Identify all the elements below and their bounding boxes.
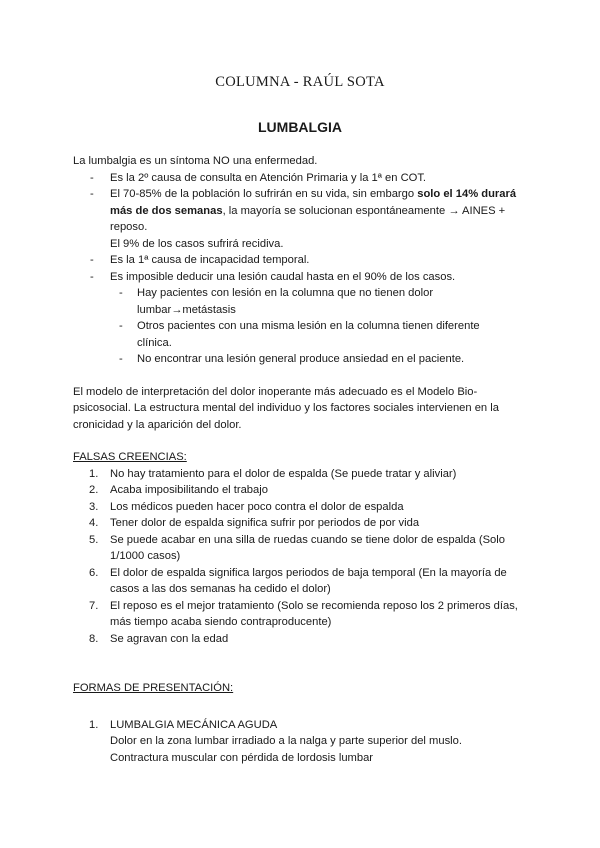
intro-lead: La lumbalgia es un síntoma NO una enfermedad.: [73, 155, 318, 167]
list-item-text: Se agravan con la edad: [110, 632, 229, 645]
list-item-text: El dolor de espalda significa largos periodos de baja temporal (En la mayoría de casos a las dos semanas ha cedido el dolor): [110, 566, 507, 595]
spacer: [73, 647, 533, 680]
list-item: [73, 499, 533, 516]
falsas-creencias-heading: FALSAS CREENCIAS:: [73, 451, 187, 463]
falsas-creencias-list: [73, 466, 533, 648]
list-item: [73, 515, 533, 532]
list-number: 2.: [89, 484, 99, 496]
list-item: [73, 269, 533, 368]
list-number: 5.: [89, 533, 99, 546]
sub-list-item: [73, 351, 533, 368]
list-item-text: , la mayoría se solucionan espontáneamente → AINES + reposo.: [110, 204, 506, 233]
list-item-text: Los médicos pueden hacer poco contra el dolor de espalda: [110, 500, 404, 513]
list-item: [73, 532, 533, 565]
list-item: [73, 565, 533, 598]
list-item-text: El 70-85% de la población lo sufrirán en su vida, sin embargo: [110, 188, 418, 200]
list-item-text: El reposo es el mejor tratamiento (Solo se recomienda reposo los 2 primeros días, más tiempo acaba siendo contraproducente): [110, 599, 518, 628]
list-number: 3.: [89, 500, 99, 513]
list-item: [73, 252, 533, 269]
list-item-extra: El 9% de los casos sufrirá recidiva.: [110, 237, 284, 250]
list-item-text: Es imposible deducir una lesión caudal hasta en el 90% de los casos.: [110, 270, 456, 283]
list-item: [73, 482, 533, 499]
sub-list-item-text: No encontrar una lesión general produce ansiedad en el paciente.: [137, 353, 465, 365]
bold-text: solo el 14% durará más de dos semanas: [110, 188, 517, 217]
sub-list: [73, 285, 533, 368]
spacer: [73, 368, 533, 384]
sub-list-item-text: Otros pacientes con una misma lesión en la columna tienen diferente clínica.: [137, 320, 480, 349]
intro-list: [73, 170, 533, 368]
list-item-text: Contractura muscular con pérdida de lordosis lumbar: [110, 751, 374, 764]
list-item: [73, 598, 533, 631]
sub-list-item-text: Hay pacientes con lesión en la columna que no tienen dolor lumbar→metástasis: [137, 287, 434, 316]
list-item: [73, 631, 533, 648]
section-title: LUMBALGIA: [258, 119, 342, 135]
list-number: 4.: [89, 517, 99, 529]
list-number: 1.: [89, 718, 99, 731]
list-item: [73, 717, 533, 767]
formas-presentacion-heading: FORMAS DE PRESENTACIÓN:: [73, 682, 234, 694]
document-title: COLUMNA - RAÚL SOTA: [215, 74, 385, 90]
list-item: [73, 170, 533, 187]
list-item-text: Es la 2º causa de consulta en Atención Primaria y la 1ª en COT.: [110, 171, 427, 184]
list-item-text: No hay tratamiento para el dolor de espalda (Se puede tratar y aliviar): [110, 467, 457, 480]
formas-presentacion-list: [73, 717, 533, 767]
list-item-text: Tener dolor de espalda significa sufrir por periodos de por vida: [110, 517, 420, 529]
list-number: 1.: [89, 467, 99, 480]
sub-list-item: [73, 318, 533, 351]
list-item-title: LUMBALGIA MECÁNICA AGUDA: [110, 718, 278, 731]
list-item: [73, 186, 533, 252]
document-body: [73, 153, 533, 766]
list-number: 8.: [89, 632, 99, 645]
list-item-text: Se puede acabar en una silla de ruedas cuando se tiene dolor de espalda (Solo 1/1000 casos): [110, 533, 505, 562]
list-number: 7.: [89, 599, 99, 612]
spacer: [73, 697, 533, 717]
list-item-text: Es la 1ª causa de incapacidad temporal.: [110, 254, 310, 266]
spacer: [73, 433, 533, 449]
list-item: [73, 466, 533, 483]
list-item-text: Dolor en la zona lumbar irradiado a la nalga y parte superior del muslo.: [110, 735, 462, 747]
list-item-text: Acaba imposibilitando el trabajo: [110, 484, 268, 496]
model-paragraph: El modelo de interpretación del dolor inoperante más adecuado es el Modelo Bio-psicosocial. La estructura mental del individuo y los factores sociales intervienen en la cronicidad y la aparición del dolor.: [73, 385, 499, 431]
sub-list-item: [73, 285, 533, 318]
list-number: 6.: [89, 566, 99, 579]
